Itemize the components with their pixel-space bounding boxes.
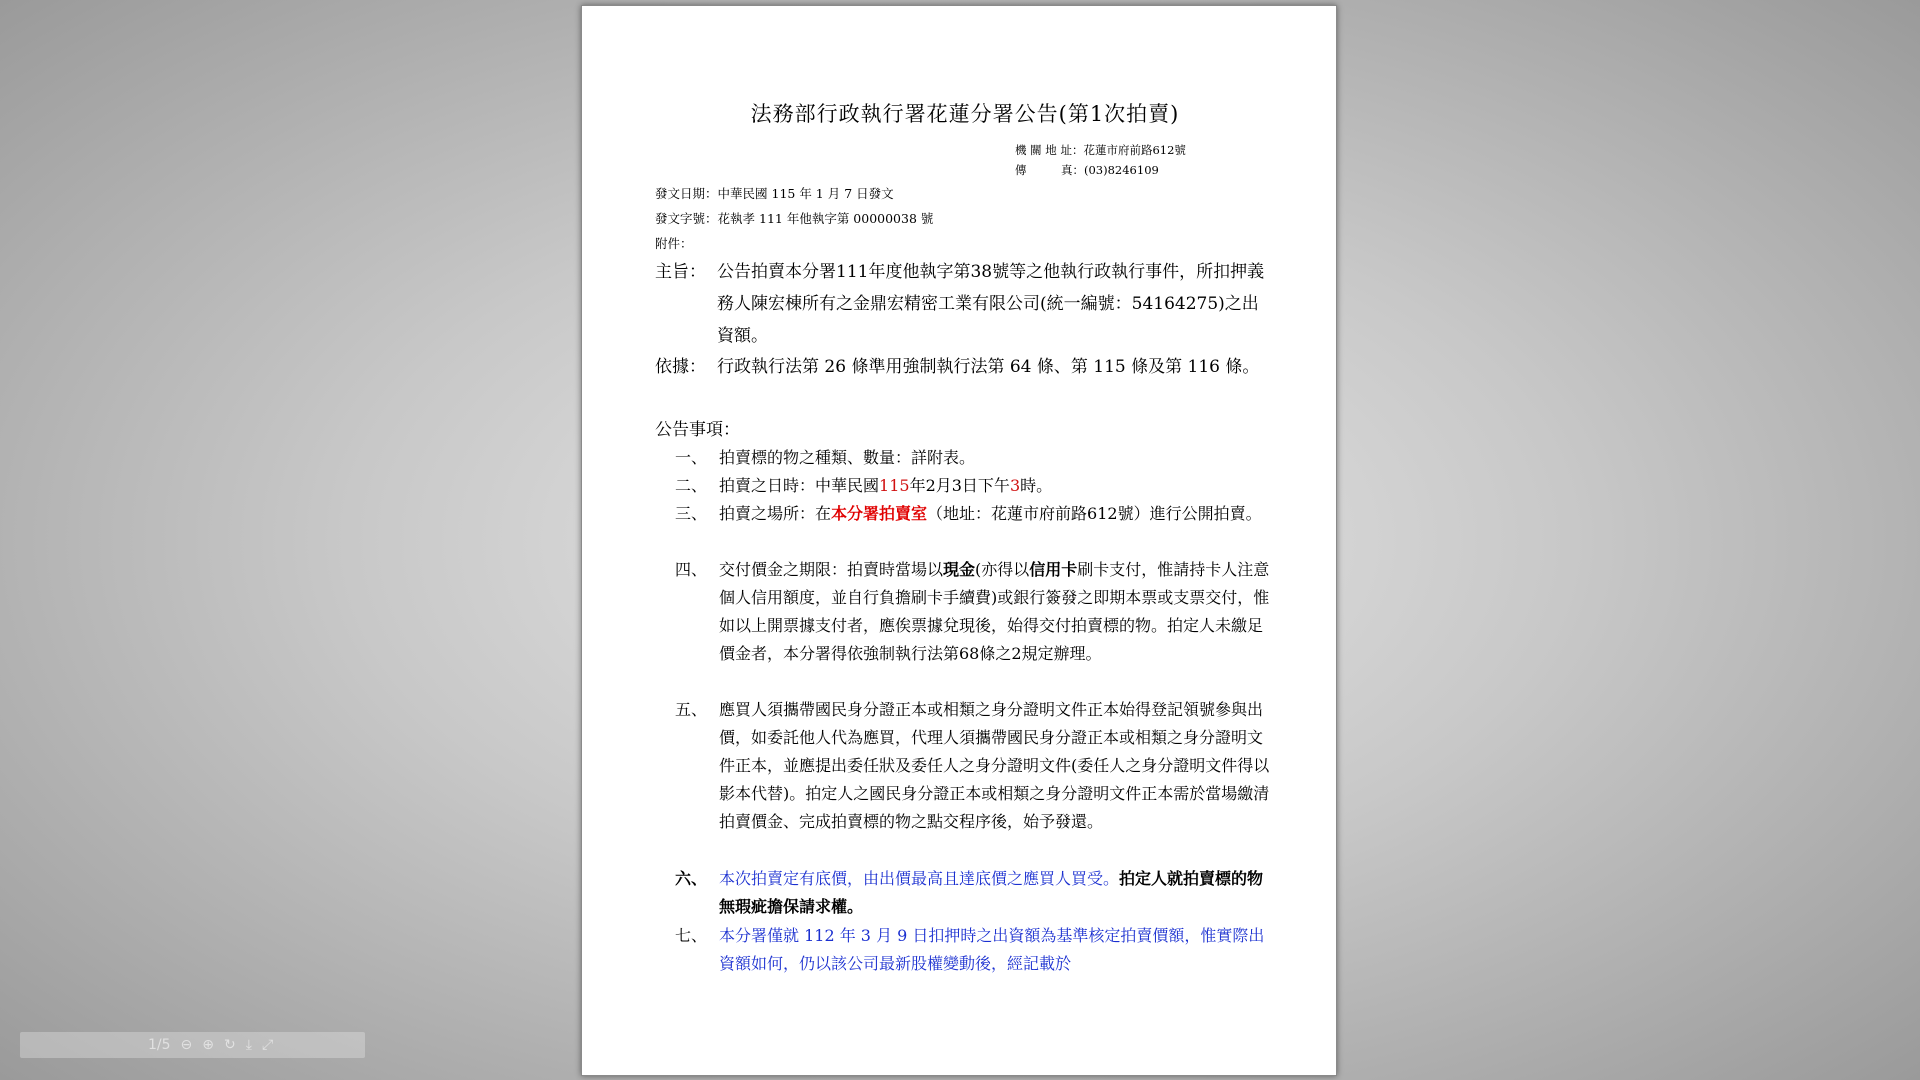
attachment xyxy=(655,234,693,252)
item-number: 五、 xyxy=(675,700,708,719)
item-number: 一、 xyxy=(675,448,708,467)
doc-number-value: 花執孝 111 年他執字第 00000038 號 xyxy=(717,211,934,226)
agency-fax xyxy=(1015,162,1159,178)
item-number: 七、 xyxy=(675,926,708,945)
document-title: 法務部行政執行署花蓮分署公告(第1次拍賣) xyxy=(750,102,1180,126)
item-text xyxy=(719,472,1275,500)
cash-term: 現金 xyxy=(943,560,976,579)
notice-item-1 xyxy=(675,444,1275,472)
reserve-price-text: 本次拍賣定有底價，由出價最高且達底價之應買人買受。 xyxy=(719,869,1120,888)
download-icon[interactable]: ⤓ xyxy=(245,1037,252,1053)
fullscreen-icon[interactable]: ⤢ xyxy=(261,1037,274,1053)
notice-item-4 xyxy=(675,556,1275,668)
item-text: 拍賣標的物之種類、數量：詳附表。 xyxy=(719,448,976,467)
notice-heading: 公告事項： xyxy=(655,420,740,440)
doc-number xyxy=(655,209,933,227)
auction-place: 本分署拍賣室 xyxy=(831,504,928,523)
notice-item-6 xyxy=(675,865,1275,921)
notice-item-2 xyxy=(675,472,1275,500)
item-text-part: 刷卡支付，惟請持卡人注意個人信用額度，並自行負擔刷卡手續費)或銀行簽發之即期本票或支票交付，惟如以上開票據支付者，應俟票據兌現後，始得交付拍賣標的物。拍定人未繳足價金者，本分署得依強制執行法第68條之2規定辦理。 xyxy=(719,560,1270,663)
item-text-part: 拍賣之日時：中華民國 xyxy=(719,476,880,495)
issue-date xyxy=(655,184,894,202)
item-text xyxy=(719,500,1275,528)
item-text-part: 交付價金之期限：拍賣時當場以 xyxy=(719,560,944,579)
basis-text: 行政執行法第 26 條準用強制執行法第 64 條、第 115 條及第 116 條。 xyxy=(717,357,1260,377)
item-text xyxy=(719,865,1275,921)
subject-text: 公告拍賣本分署111年度他執字第38號等之他執行政執行事件，所扣押義務人陳宏棟所有之金鼎宏精密工業有限公司(統一編號：54164275)之出資額。 xyxy=(717,262,1265,346)
item-text-part: 時。 xyxy=(1020,476,1053,495)
agency-address-value: 花蓮市府前路612號 xyxy=(1083,143,1186,157)
item-text-part: 年2月3日下午 xyxy=(909,476,1010,495)
attachment-label: 附件： xyxy=(655,236,693,251)
fax-value: (03)8246109 xyxy=(1084,163,1159,177)
basis-section xyxy=(655,351,1275,383)
item-text: 應買人須攜帶國民身分證正本或相類之身分證明文件正本始得登記領號參與出價，如委託他人代為應買，代理人須攜帶國民身分證正本或相類之身分證明文件正本，並應提出委任狀及委任人之身分證明文件(委任人之身分證明文件得以影本代替)。拍定人之國民身分證正本或相類之身分證明文件正本需於當場繳清拍賣價金、完成拍賣標的物之點交程序後，始予發還。 xyxy=(719,700,1270,831)
item-number: 六、 xyxy=(675,869,708,888)
notice-item-5 xyxy=(675,696,1275,836)
notice-item-7 xyxy=(675,922,1275,978)
no-warranty-text: 拍定人就拍賣標的物無瑕疵擔保請求權。 xyxy=(719,869,1264,916)
item-text: 本分署僅就 112 年 3 月 9 日扣押時之出資額為基準核定拍賣價額，惟實際出資額如何，仍以該公司最新股權變動後，經記載於 xyxy=(719,926,1265,973)
auction-year: 115 xyxy=(879,476,910,495)
subject-label: 主旨： xyxy=(655,262,706,282)
agency-address-label: 機 關 地 址： xyxy=(1015,143,1084,157)
doc-number-label: 發文字號： xyxy=(655,211,718,226)
item-text-part: 拍賣之場所：在 xyxy=(719,504,832,523)
item-number: 三、 xyxy=(675,504,708,523)
credit-card-term: 信用卡 xyxy=(1029,560,1078,579)
fax-label: 傳 真： xyxy=(1015,163,1084,177)
item-text-part: (亦得以 xyxy=(975,560,1030,579)
zoom-out-icon[interactable]: ⊖ xyxy=(180,1037,193,1053)
issue-date-value: 中華民國 115 年 1 月 7 日發文 xyxy=(717,186,894,201)
notice-item-3 xyxy=(675,500,1275,528)
issue-date-label: 發文日期： xyxy=(655,186,718,201)
auction-hour: 3 xyxy=(1009,476,1021,495)
item-text xyxy=(719,556,1275,668)
page-indicator: 1/5 xyxy=(148,1037,171,1053)
item-number: 二、 xyxy=(675,476,708,495)
item-text-part: （地址：花蓮市府前路612號）進行公開拍賣。 xyxy=(927,504,1262,523)
zoom-in-icon[interactable]: ⊕ xyxy=(202,1037,214,1053)
rotate-icon[interactable]: ↻ xyxy=(224,1037,236,1053)
basis-label: 依據： xyxy=(655,357,706,377)
viewer-toolbar xyxy=(20,1032,365,1058)
subject-section xyxy=(655,256,1275,352)
document-page xyxy=(581,5,1337,1076)
item-number: 四、 xyxy=(675,560,708,579)
agency-address xyxy=(1015,142,1186,158)
